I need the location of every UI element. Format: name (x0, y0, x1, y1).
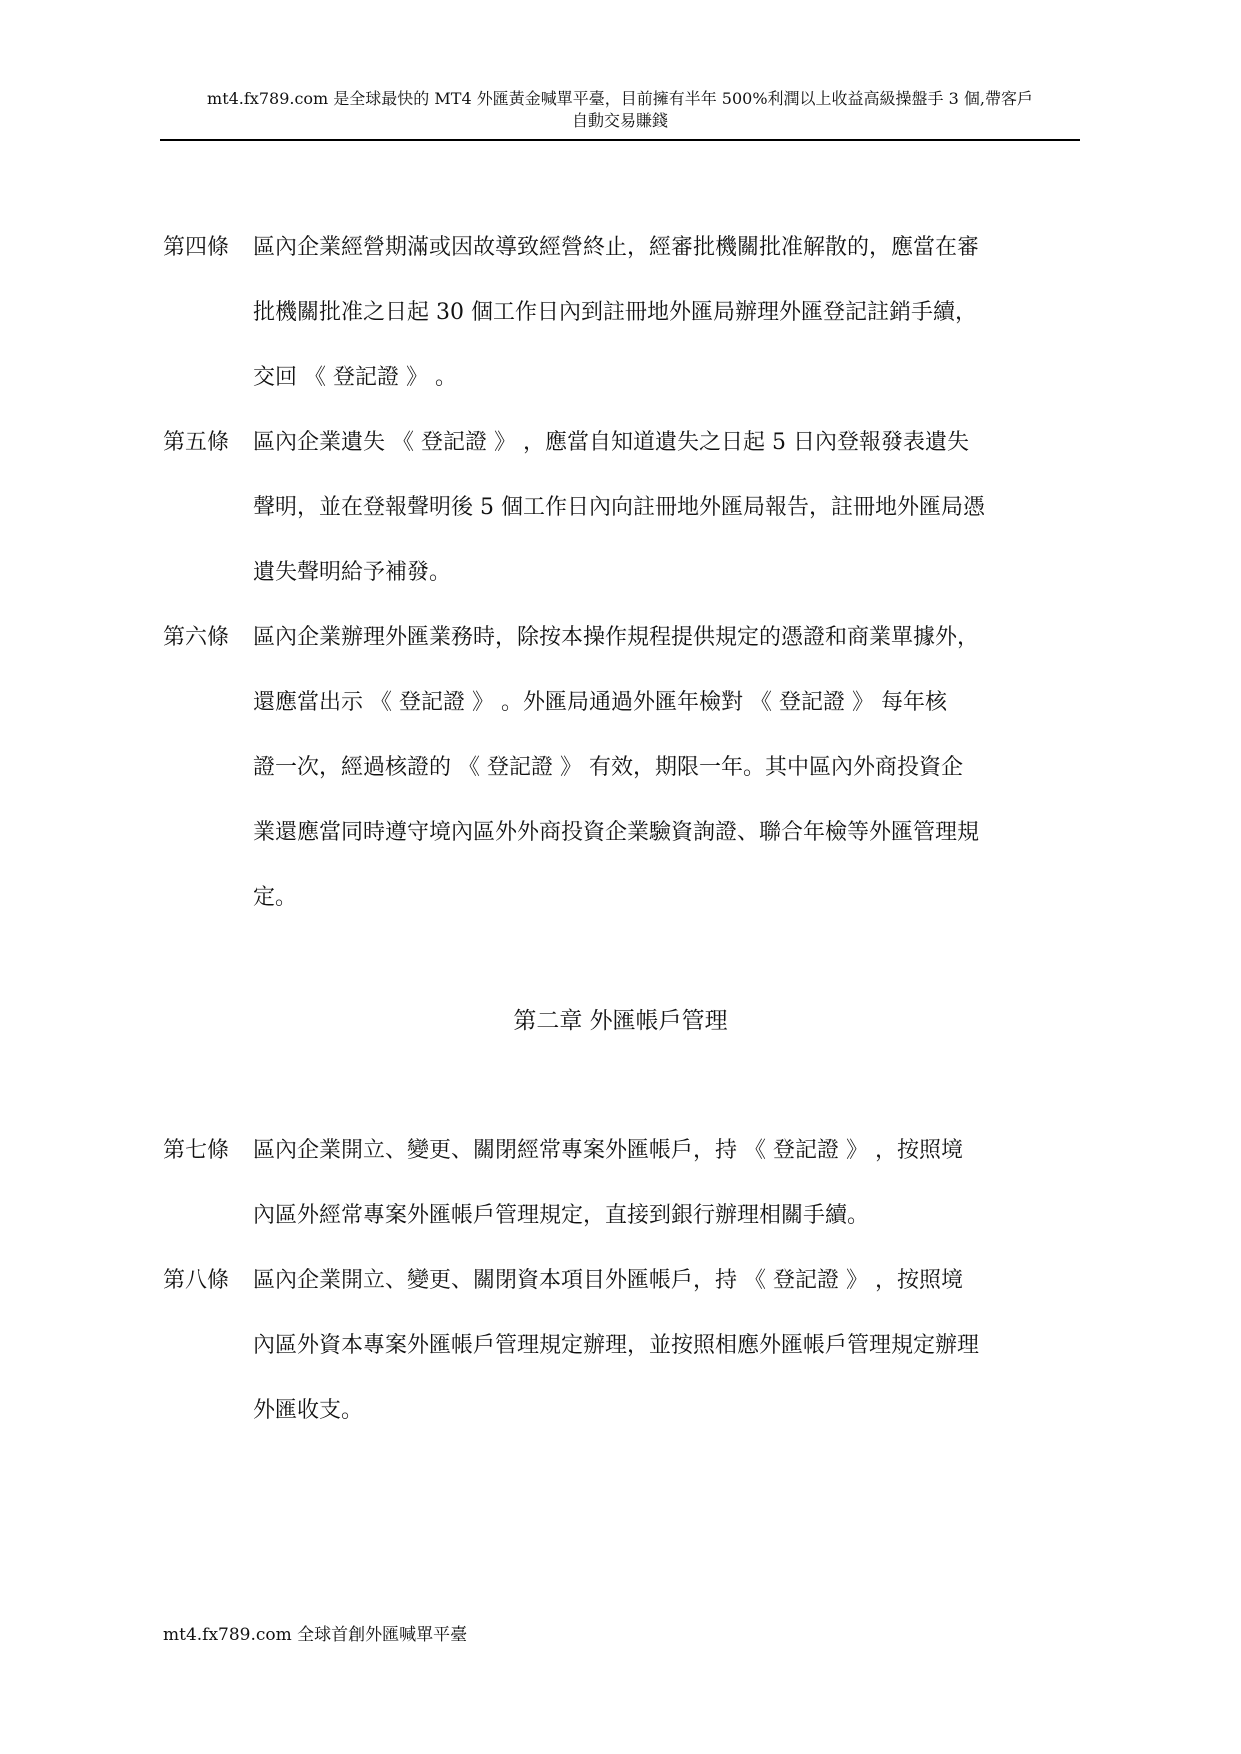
article-line: 內區外經常專案外匯帳戶管理規定，直接到銀行辦理相關手續。 (253, 1203, 870, 1228)
article-number: 第八條 (163, 1268, 230, 1293)
article-line: 區內企業辦理外匯業務時，除按本操作規程提供規定的憑證和商業單據外， (253, 625, 980, 650)
article-line: 定。 (253, 885, 298, 910)
header-divider (160, 139, 1080, 141)
header-line-2: 自動交易賺錢 (571, 111, 668, 130)
header-line-1: mt4.fx789.com 是全球最快的 MT4 外匯黃金喊單平臺，目前擁有半年 500%利潤以上收益高級操盤手 3 個,帶客戶 (207, 89, 1033, 108)
article-line: 區內企業開立、變更、關閉經常專案外匯帳戶，持 《 登記證 》 ，按照境 (253, 1138, 963, 1163)
article-line: 區內企業經營期滿或因故導致經營終止，經審批機關批准解散的，應當在審 (253, 235, 980, 260)
article-line: 業還應當同時遵守境內區外外商投資企業驗資詢證、聯合年檢等外匯管理規 (253, 820, 980, 845)
article-number: 第六條 (163, 625, 230, 650)
article-line: 還應當出示 《 登記證 》 。外匯局通過外匯年檢對 《 登記證 》 每年核 (253, 690, 947, 715)
page-footer: mt4.fx789.com 全球首創外匯喊單平臺 (163, 1625, 468, 1645)
article-line: 區內企業開立、變更、關閉資本項目外匯帳戶，持 《 登記證 》 ，按照境 (253, 1268, 963, 1293)
article-line: 批機關批准之日起 30 個工作日內到註冊地外匯局辦理外匯登記註銷手續， (253, 300, 977, 325)
article-line: 聲明，並在登報聲明後 5 個工作日內向註冊地外匯局報告，註冊地外匯局憑 (253, 495, 985, 520)
article-line: 外匯收支。 (253, 1398, 364, 1423)
chapter-heading: 第二章 外匯帳戶管理 (513, 1008, 728, 1034)
page-header (160, 88, 1080, 132)
article-number: 第七條 (163, 1138, 230, 1163)
article-line: 交回 《 登記證 》 。 (253, 365, 457, 390)
article-line: 證一次，經過核證的 《 登記證 》 有效，期限一年。其中區內外商投資企 (253, 755, 963, 780)
article-line: 遺失聲明給予補發。 (253, 560, 452, 585)
article-line: 內區外資本專案外匯帳戶管理規定辦理，並按照相應外匯帳戶管理規定辦理 (253, 1333, 980, 1358)
article-line: 區內企業遺失 《 登記證 》 ，應當自知道遺失之日起 5 日內登報發表遺失 (253, 430, 969, 455)
article-number: 第五條 (163, 430, 230, 455)
article-number: 第四條 (163, 235, 230, 260)
